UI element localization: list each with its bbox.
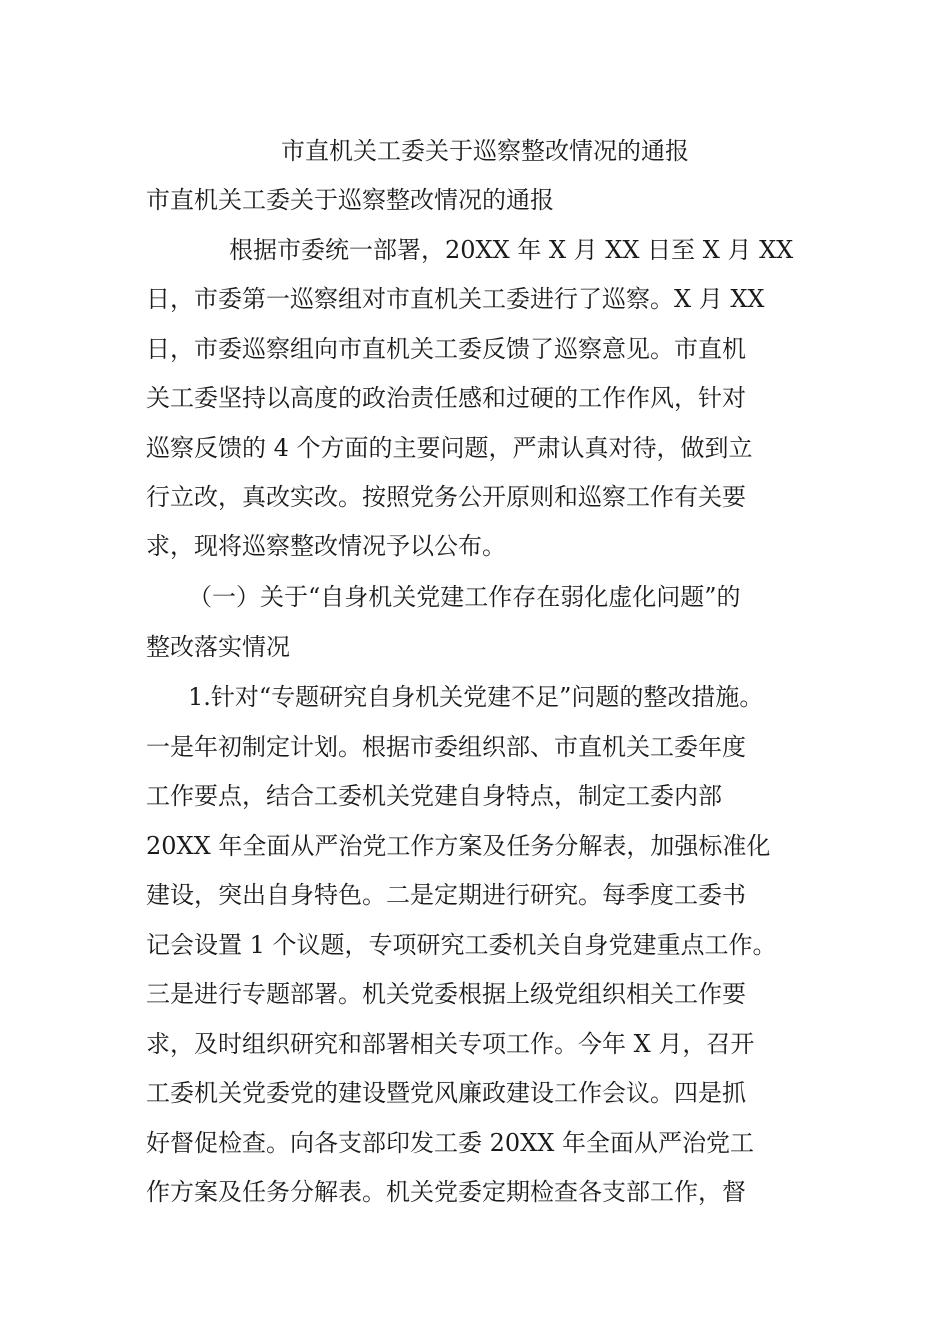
- body-line: 20XX 年全面从严治党工作方案及任务分解表，加强标准化: [146, 832, 771, 860]
- body-line: 求，现将巡察整改情况予以公布。: [146, 532, 506, 560]
- body-line: 三是进行专题部署。机关党委根据上级党组织相关工作要: [146, 980, 746, 1008]
- body-line: 关工委坚持以高度的政治责任感和过硬的工作作风，针对: [146, 384, 746, 412]
- body-line: 日，市委巡察组向市直机关工委反馈了巡察意见。市直机: [146, 335, 746, 363]
- body-line: 行立改，真改实改。按照党务公开原则和巡察工作有关要: [146, 483, 746, 511]
- document-subtitle: 市直机关工委关于巡察整改情况的通报: [146, 186, 554, 214]
- body-line: 巡察反馈的 4 个方面的主要问题，严肃认真对待，做到立: [146, 434, 753, 462]
- body-line: 求，及时组织研究和部署相关专项工作。今年 X 月，召开: [146, 1030, 755, 1058]
- body-line: 记会设置 1 个议题，专项研究工委机关自身党建重点工作。: [146, 931, 777, 959]
- body-line: 好督促检查。向各支部印发工委 20XX 年全面从严治党工: [146, 1129, 754, 1157]
- body-line: 建设，突出自身特色。二是定期进行研究。每季度工委书: [146, 881, 746, 909]
- body-line: 工作要点，结合工委机关党建自身特点，制定工委内部: [146, 782, 722, 810]
- body-line: 日，市委第一巡察组对市直机关工委进行了巡察。X 月 XX: [146, 285, 765, 313]
- measure-heading: 1.针对“专题研究自身机关党建不足”问题的整改措施。: [188, 683, 764, 711]
- body-line: 工委机关党委党的建设暨党风廉政建设工作会议。四是抓: [146, 1079, 746, 1107]
- document-title: 市直机关工委关于巡察整改情况的通报: [281, 137, 689, 165]
- body-line: 一是年初制定计划。根据市委组织部、市直机关工委年度: [146, 733, 746, 761]
- body-line: 作方案及任务分解表。机关党委定期检查各支部工作，督: [146, 1178, 746, 1206]
- section-heading-cont: 整改落实情况: [146, 633, 290, 661]
- body-line: 根据市委统一部署，20XX 年 X 月 XX 日至 X 月 XX: [229, 236, 794, 264]
- section-heading: （一）关于“自身机关党建工作存在弱化虚化问题”的: [188, 583, 741, 611]
